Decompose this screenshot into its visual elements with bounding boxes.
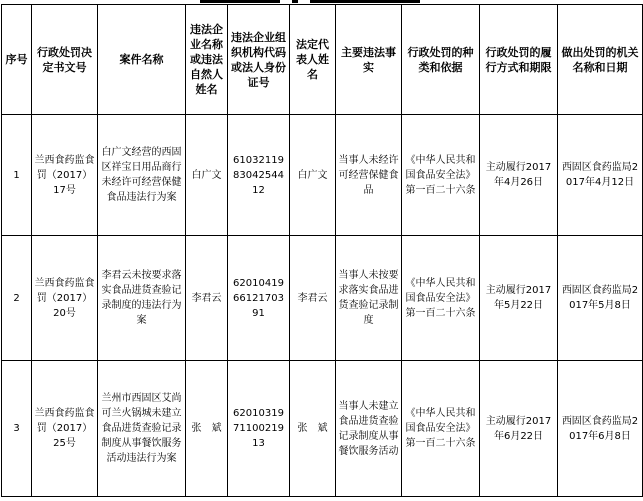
- cell-doc-no: 兰西食药监食罚（2017）20号: [32, 236, 98, 361]
- header-party: 违法企业名称或违法自然人姓名: [186, 5, 228, 115]
- cell-authority: 西固区食药监局2017年4月12日: [558, 115, 643, 236]
- header-doc-no: 行政处罚决定书文号: [32, 5, 98, 115]
- cell-party: 张 斌: [186, 361, 228, 497]
- cell-id-no: 620103197110021913: [228, 361, 290, 497]
- cell-doc-no: 兰西食药监食罚（2017）25号: [32, 361, 98, 497]
- cell-id-no: 620104196612170391: [228, 236, 290, 361]
- cell-index: 1: [2, 115, 32, 236]
- cell-party: 李君云: [186, 236, 228, 361]
- cell-execution: 主动履行2017年4月26日: [480, 115, 558, 236]
- cell-penalty: 《中华人民共和国食品安全法》第一百二十六条: [402, 236, 480, 361]
- header-legal-rep: 法定代表人姓名: [290, 5, 336, 115]
- cell-authority: 西固区食药监局2017年6月8日: [558, 361, 643, 497]
- header-execution: 行政处罚的履行方式和期限: [480, 5, 558, 115]
- cell-legal-rep: 白广文: [290, 115, 336, 236]
- table-row: [2, 115, 643, 236]
- cell-index: 2: [2, 236, 32, 361]
- cell-case-name: 兰州市西固区艾尚可兰火锅城未建立食品进货查验记录制度从事餐饮服务活动违法行为案: [98, 361, 186, 497]
- cell-authority: 西固区食药监局2017年5月8日: [558, 236, 643, 361]
- header-facts: 主要违法事实: [336, 5, 402, 115]
- table-row: [2, 361, 643, 497]
- header-index: 序号: [2, 5, 32, 115]
- header-penalty: 行政处罚的种类和依据: [402, 5, 480, 115]
- table-row: [2, 236, 643, 361]
- penalty-disclosure-table: [1, 4, 643, 497]
- cell-penalty: 《中华人民共和国食品安全法》第一百二十六条: [402, 361, 480, 497]
- cell-legal-rep: 张 斌: [290, 361, 336, 497]
- cell-id-no: 610321198304254412: [228, 115, 290, 236]
- cell-facts: 当事人未建立食品进货查验记录制度从事餐饮服务活动: [336, 361, 402, 497]
- header-case-name: 案件名称: [98, 5, 186, 115]
- cell-penalty: 《中华人民共和国食品安全法》第一百二十六条: [402, 115, 480, 236]
- table-header-row: [2, 5, 643, 115]
- header-id-no: 违法企业组织机构代码或法人身份证号: [228, 5, 290, 115]
- cell-party: 白广文: [186, 115, 228, 236]
- cell-index: 3: [2, 361, 32, 497]
- cell-execution: 主动履行2017年6月22日: [480, 361, 558, 497]
- cell-legal-rep: 李君云: [290, 236, 336, 361]
- cell-case-name: 白广文经营的西固区祥宝日用品商行未经许可经营保健食品违法行为案: [98, 115, 186, 236]
- cell-facts: 当事人未按要求落实食品进货查验记录制度: [336, 236, 402, 361]
- cell-doc-no: 兰西食药监食罚（2017）17号: [32, 115, 98, 236]
- header-authority: 做出处罚的机关名称和日期: [558, 5, 643, 115]
- cell-case-name: 李君云未按要求落实食品进货查验记录制度的违法行为案: [98, 236, 186, 361]
- cell-execution: 主动履行2017年5月22日: [480, 236, 558, 361]
- cell-facts: 当事人未经许可经营保健食品: [336, 115, 402, 236]
